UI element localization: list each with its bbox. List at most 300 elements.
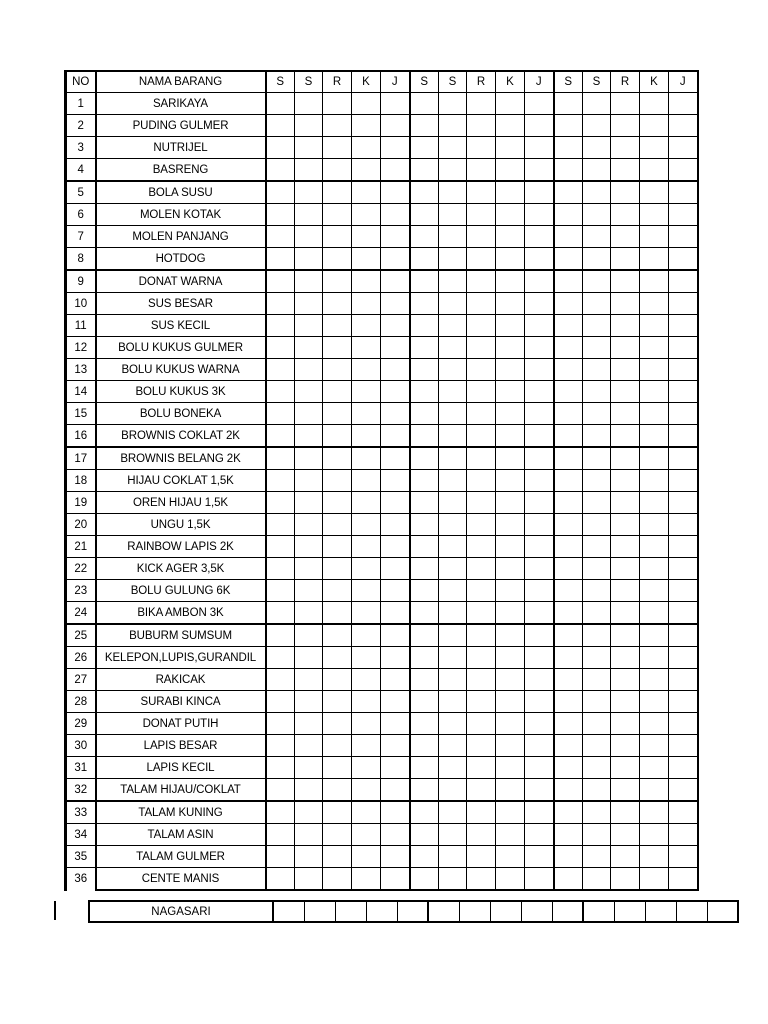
- day-check-cell[interactable]: [323, 137, 352, 159]
- day-check-cell[interactable]: [467, 293, 496, 315]
- day-check-cell[interactable]: [611, 293, 640, 315]
- day-check-cell[interactable]: [669, 315, 698, 337]
- day-check-cell[interactable]: [525, 359, 554, 381]
- day-check-cell[interactable]: [583, 337, 611, 359]
- day-check-cell[interactable]: [352, 801, 381, 824]
- day-check-cell[interactable]: [490, 901, 521, 922]
- day-check-cell[interactable]: [554, 337, 583, 359]
- day-check-cell[interactable]: [611, 691, 640, 713]
- day-check-cell[interactable]: [640, 624, 669, 647]
- day-check-cell[interactable]: [381, 757, 410, 779]
- day-check-cell[interactable]: [640, 735, 669, 757]
- day-check-cell[interactable]: [266, 293, 295, 315]
- day-check-cell[interactable]: [381, 647, 410, 669]
- day-check-cell[interactable]: [295, 159, 323, 182]
- day-check-cell[interactable]: [554, 204, 583, 226]
- day-check-cell[interactable]: [525, 204, 554, 226]
- day-check-cell[interactable]: [669, 713, 698, 735]
- day-check-cell[interactable]: [266, 669, 295, 691]
- day-check-cell[interactable]: [295, 691, 323, 713]
- day-check-cell[interactable]: [295, 470, 323, 492]
- day-check-cell[interactable]: [640, 381, 669, 403]
- day-check-cell[interactable]: [410, 647, 439, 669]
- day-check-cell[interactable]: [352, 337, 381, 359]
- day-check-cell[interactable]: [669, 181, 698, 204]
- day-check-cell[interactable]: [669, 337, 698, 359]
- day-check-cell[interactable]: [266, 846, 295, 868]
- day-check-cell[interactable]: [611, 403, 640, 425]
- day-check-cell[interactable]: [554, 602, 583, 625]
- day-check-cell[interactable]: [640, 824, 669, 846]
- day-check-cell[interactable]: [583, 624, 611, 647]
- day-check-cell[interactable]: [381, 337, 410, 359]
- day-check-cell[interactable]: [611, 137, 640, 159]
- day-check-cell[interactable]: [583, 558, 611, 580]
- day-check-cell[interactable]: [323, 846, 352, 868]
- day-check-cell[interactable]: [525, 425, 554, 448]
- day-check-cell[interactable]: [352, 757, 381, 779]
- day-check-cell[interactable]: [410, 381, 439, 403]
- day-check-cell[interactable]: [410, 359, 439, 381]
- day-check-cell[interactable]: [439, 735, 467, 757]
- day-check-cell[interactable]: [554, 514, 583, 536]
- day-check-cell[interactable]: [295, 403, 323, 425]
- day-check-cell[interactable]: [669, 115, 698, 137]
- day-check-cell[interactable]: [496, 624, 525, 647]
- day-check-cell[interactable]: [467, 691, 496, 713]
- day-check-cell[interactable]: [323, 624, 352, 647]
- day-check-cell[interactable]: [496, 226, 525, 248]
- day-check-cell[interactable]: [323, 270, 352, 293]
- day-check-cell[interactable]: [525, 757, 554, 779]
- day-check-cell[interactable]: [439, 425, 467, 448]
- day-check-cell[interactable]: [669, 470, 698, 492]
- day-check-cell[interactable]: [295, 425, 323, 448]
- day-check-cell[interactable]: [554, 580, 583, 602]
- day-check-cell[interactable]: [410, 115, 439, 137]
- day-check-cell[interactable]: [669, 159, 698, 182]
- day-check-cell[interactable]: [525, 137, 554, 159]
- day-check-cell[interactable]: [583, 779, 611, 802]
- day-check-cell[interactable]: [266, 691, 295, 713]
- day-check-cell[interactable]: [439, 824, 467, 846]
- day-check-cell[interactable]: [611, 779, 640, 802]
- day-check-cell[interactable]: [381, 735, 410, 757]
- day-check-cell[interactable]: [295, 293, 323, 315]
- day-check-cell[interactable]: [640, 757, 669, 779]
- day-check-cell[interactable]: [467, 536, 496, 558]
- day-check-cell[interactable]: [554, 403, 583, 425]
- day-check-cell[interactable]: [410, 226, 439, 248]
- day-check-cell[interactable]: [410, 669, 439, 691]
- day-check-cell[interactable]: [611, 580, 640, 602]
- day-check-cell[interactable]: [583, 137, 611, 159]
- day-check-cell[interactable]: [439, 293, 467, 315]
- day-check-cell[interactable]: [273, 901, 304, 922]
- day-check-cell[interactable]: [323, 824, 352, 846]
- day-check-cell[interactable]: [496, 204, 525, 226]
- day-check-cell[interactable]: [554, 735, 583, 757]
- day-check-cell[interactable]: [266, 801, 295, 824]
- day-check-cell[interactable]: [583, 713, 611, 735]
- day-check-cell[interactable]: [496, 93, 525, 115]
- day-check-cell[interactable]: [669, 381, 698, 403]
- day-check-cell[interactable]: [295, 315, 323, 337]
- day-check-cell[interactable]: [467, 779, 496, 802]
- day-check-cell[interactable]: [611, 337, 640, 359]
- day-check-cell[interactable]: [266, 580, 295, 602]
- day-check-cell[interactable]: [640, 647, 669, 669]
- day-check-cell[interactable]: [467, 868, 496, 891]
- day-check-cell[interactable]: [439, 270, 467, 293]
- day-check-cell[interactable]: [640, 580, 669, 602]
- day-check-cell[interactable]: [640, 337, 669, 359]
- day-check-cell[interactable]: [640, 425, 669, 448]
- day-check-cell[interactable]: [496, 868, 525, 891]
- day-check-cell[interactable]: [496, 425, 525, 448]
- day-check-cell[interactable]: [669, 536, 698, 558]
- day-check-cell[interactable]: [611, 602, 640, 625]
- day-check-cell[interactable]: [439, 359, 467, 381]
- day-check-cell[interactable]: [467, 381, 496, 403]
- day-check-cell[interactable]: [554, 647, 583, 669]
- day-check-cell[interactable]: [410, 801, 439, 824]
- day-check-cell[interactable]: [496, 602, 525, 625]
- day-check-cell[interactable]: [352, 204, 381, 226]
- day-check-cell[interactable]: [554, 691, 583, 713]
- day-check-cell[interactable]: [352, 824, 381, 846]
- day-check-cell[interactable]: [295, 226, 323, 248]
- day-check-cell[interactable]: [352, 293, 381, 315]
- day-check-cell[interactable]: [439, 514, 467, 536]
- day-check-cell[interactable]: [410, 337, 439, 359]
- day-check-cell[interactable]: [352, 425, 381, 448]
- day-check-cell[interactable]: [669, 669, 698, 691]
- day-check-cell[interactable]: [496, 359, 525, 381]
- day-check-cell[interactable]: [467, 624, 496, 647]
- day-check-cell[interactable]: [323, 248, 352, 271]
- day-check-cell[interactable]: [266, 425, 295, 448]
- day-check-cell[interactable]: [381, 580, 410, 602]
- day-check-cell[interactable]: [676, 901, 707, 922]
- day-check-cell[interactable]: [614, 901, 645, 922]
- day-check-cell[interactable]: [352, 624, 381, 647]
- day-check-cell[interactable]: [640, 137, 669, 159]
- day-check-cell[interactable]: [352, 779, 381, 802]
- day-check-cell[interactable]: [554, 425, 583, 448]
- day-check-cell[interactable]: [381, 691, 410, 713]
- day-check-cell[interactable]: [611, 735, 640, 757]
- day-check-cell[interactable]: [323, 381, 352, 403]
- day-check-cell[interactable]: [496, 824, 525, 846]
- day-check-cell[interactable]: [467, 801, 496, 824]
- day-check-cell[interactable]: [323, 93, 352, 115]
- day-check-cell[interactable]: [611, 647, 640, 669]
- day-check-cell[interactable]: [323, 226, 352, 248]
- day-check-cell[interactable]: [583, 846, 611, 868]
- day-check-cell[interactable]: [304, 901, 335, 922]
- day-check-cell[interactable]: [381, 846, 410, 868]
- day-check-cell[interactable]: [496, 691, 525, 713]
- day-check-cell[interactable]: [381, 93, 410, 115]
- day-check-cell[interactable]: [669, 425, 698, 448]
- day-check-cell[interactable]: [381, 536, 410, 558]
- day-check-cell[interactable]: [410, 293, 439, 315]
- day-check-cell[interactable]: [640, 159, 669, 182]
- day-check-cell[interactable]: [583, 735, 611, 757]
- day-check-cell[interactable]: [611, 425, 640, 448]
- day-check-cell[interactable]: [640, 115, 669, 137]
- day-check-cell[interactable]: [381, 447, 410, 470]
- day-check-cell[interactable]: [439, 381, 467, 403]
- day-check-cell[interactable]: [496, 492, 525, 514]
- day-check-cell[interactable]: [554, 492, 583, 514]
- day-check-cell[interactable]: [295, 868, 323, 891]
- day-check-cell[interactable]: [583, 159, 611, 182]
- day-check-cell[interactable]: [467, 470, 496, 492]
- day-check-cell[interactable]: [525, 181, 554, 204]
- day-check-cell[interactable]: [554, 315, 583, 337]
- day-check-cell[interactable]: [439, 779, 467, 802]
- day-check-cell[interactable]: [583, 204, 611, 226]
- day-check-cell[interactable]: [467, 159, 496, 182]
- day-check-cell[interactable]: [554, 757, 583, 779]
- day-check-cell[interactable]: [295, 801, 323, 824]
- day-check-cell[interactable]: [467, 226, 496, 248]
- day-check-cell[interactable]: [410, 248, 439, 271]
- day-check-cell[interactable]: [583, 669, 611, 691]
- day-check-cell[interactable]: [496, 757, 525, 779]
- day-check-cell[interactable]: [669, 137, 698, 159]
- day-check-cell[interactable]: [525, 647, 554, 669]
- day-check-cell[interactable]: [266, 558, 295, 580]
- day-check-cell[interactable]: [467, 315, 496, 337]
- day-check-cell[interactable]: [295, 580, 323, 602]
- day-check-cell[interactable]: [352, 558, 381, 580]
- day-check-cell[interactable]: [295, 713, 323, 735]
- day-check-cell[interactable]: [352, 602, 381, 625]
- day-check-cell[interactable]: [381, 824, 410, 846]
- day-check-cell[interactable]: [552, 901, 583, 922]
- day-check-cell[interactable]: [467, 403, 496, 425]
- day-check-cell[interactable]: [295, 337, 323, 359]
- day-check-cell[interactable]: [352, 713, 381, 735]
- day-check-cell[interactable]: [467, 580, 496, 602]
- day-check-cell[interactable]: [669, 270, 698, 293]
- day-check-cell[interactable]: [525, 492, 554, 514]
- day-check-cell[interactable]: [439, 647, 467, 669]
- day-check-cell[interactable]: [467, 514, 496, 536]
- day-check-cell[interactable]: [381, 470, 410, 492]
- day-check-cell[interactable]: [295, 735, 323, 757]
- day-check-cell[interactable]: [295, 248, 323, 271]
- day-check-cell[interactable]: [381, 315, 410, 337]
- day-check-cell[interactable]: [323, 470, 352, 492]
- day-check-cell[interactable]: [410, 580, 439, 602]
- day-check-cell[interactable]: [439, 846, 467, 868]
- day-check-cell[interactable]: [381, 293, 410, 315]
- day-check-cell[interactable]: [366, 901, 397, 922]
- day-check-cell[interactable]: [381, 359, 410, 381]
- day-check-cell[interactable]: [525, 337, 554, 359]
- day-check-cell[interactable]: [410, 602, 439, 625]
- day-check-cell[interactable]: [583, 691, 611, 713]
- day-check-cell[interactable]: [323, 159, 352, 182]
- day-check-cell[interactable]: [554, 226, 583, 248]
- day-check-cell[interactable]: [266, 315, 295, 337]
- day-check-cell[interactable]: [410, 403, 439, 425]
- day-check-cell[interactable]: [410, 447, 439, 470]
- day-check-cell[interactable]: [554, 536, 583, 558]
- day-check-cell[interactable]: [640, 691, 669, 713]
- day-check-cell[interactable]: [439, 137, 467, 159]
- day-check-cell[interactable]: [410, 713, 439, 735]
- day-check-cell[interactable]: [611, 381, 640, 403]
- day-check-cell[interactable]: [669, 757, 698, 779]
- day-check-cell[interactable]: [467, 602, 496, 625]
- day-check-cell[interactable]: [352, 470, 381, 492]
- day-check-cell[interactable]: [352, 447, 381, 470]
- day-check-cell[interactable]: [525, 315, 554, 337]
- day-check-cell[interactable]: [640, 713, 669, 735]
- day-check-cell[interactable]: [554, 381, 583, 403]
- day-check-cell[interactable]: [496, 115, 525, 137]
- day-check-cell[interactable]: [554, 801, 583, 824]
- day-check-cell[interactable]: [467, 425, 496, 448]
- day-check-cell[interactable]: [640, 226, 669, 248]
- day-check-cell[interactable]: [439, 337, 467, 359]
- day-check-cell[interactable]: [295, 447, 323, 470]
- day-check-cell[interactable]: [295, 779, 323, 802]
- day-check-cell[interactable]: [707, 901, 738, 922]
- day-check-cell[interactable]: [554, 470, 583, 492]
- day-check-cell[interactable]: [640, 315, 669, 337]
- day-check-cell[interactable]: [266, 403, 295, 425]
- day-check-cell[interactable]: [323, 447, 352, 470]
- day-check-cell[interactable]: [381, 492, 410, 514]
- day-check-cell[interactable]: [410, 204, 439, 226]
- day-check-cell[interactable]: [467, 558, 496, 580]
- day-check-cell[interactable]: [583, 181, 611, 204]
- day-check-cell[interactable]: [611, 558, 640, 580]
- day-check-cell[interactable]: [381, 137, 410, 159]
- day-check-cell[interactable]: [381, 159, 410, 182]
- day-check-cell[interactable]: [525, 713, 554, 735]
- day-check-cell[interactable]: [295, 558, 323, 580]
- day-check-cell[interactable]: [439, 669, 467, 691]
- day-check-cell[interactable]: [323, 735, 352, 757]
- day-check-cell[interactable]: [583, 248, 611, 271]
- day-check-cell[interactable]: [381, 270, 410, 293]
- day-check-cell[interactable]: [496, 470, 525, 492]
- day-check-cell[interactable]: [496, 580, 525, 602]
- day-check-cell[interactable]: [410, 159, 439, 182]
- day-check-cell[interactable]: [669, 447, 698, 470]
- day-check-cell[interactable]: [381, 514, 410, 536]
- day-check-cell[interactable]: [381, 602, 410, 625]
- day-check-cell[interactable]: [554, 181, 583, 204]
- day-check-cell[interactable]: [323, 359, 352, 381]
- day-check-cell[interactable]: [669, 846, 698, 868]
- day-check-cell[interactable]: [295, 824, 323, 846]
- day-check-cell[interactable]: [525, 824, 554, 846]
- day-check-cell[interactable]: [640, 492, 669, 514]
- day-check-cell[interactable]: [439, 602, 467, 625]
- day-check-cell[interactable]: [439, 536, 467, 558]
- day-check-cell[interactable]: [323, 779, 352, 802]
- day-check-cell[interactable]: [295, 536, 323, 558]
- day-check-cell[interactable]: [439, 315, 467, 337]
- day-check-cell[interactable]: [583, 381, 611, 403]
- day-check-cell[interactable]: [323, 713, 352, 735]
- day-check-cell[interactable]: [323, 425, 352, 448]
- day-check-cell[interactable]: [266, 115, 295, 137]
- day-check-cell[interactable]: [611, 93, 640, 115]
- day-check-cell[interactable]: [583, 647, 611, 669]
- day-check-cell[interactable]: [525, 735, 554, 757]
- day-check-cell[interactable]: [583, 293, 611, 315]
- day-check-cell[interactable]: [352, 647, 381, 669]
- day-check-cell[interactable]: [583, 226, 611, 248]
- day-check-cell[interactable]: [496, 558, 525, 580]
- day-check-cell[interactable]: [521, 901, 552, 922]
- day-check-cell[interactable]: [323, 492, 352, 514]
- day-check-cell[interactable]: [295, 624, 323, 647]
- day-check-cell[interactable]: [381, 801, 410, 824]
- day-check-cell[interactable]: [583, 536, 611, 558]
- day-check-cell[interactable]: [295, 381, 323, 403]
- day-check-cell[interactable]: [410, 558, 439, 580]
- day-check-cell[interactable]: [352, 403, 381, 425]
- day-check-cell[interactable]: [669, 580, 698, 602]
- day-check-cell[interactable]: [352, 691, 381, 713]
- day-check-cell[interactable]: [439, 248, 467, 271]
- day-check-cell[interactable]: [525, 159, 554, 182]
- day-check-cell[interactable]: [525, 558, 554, 580]
- day-check-cell[interactable]: [583, 315, 611, 337]
- day-check-cell[interactable]: [669, 779, 698, 802]
- day-check-cell[interactable]: [611, 713, 640, 735]
- day-check-cell[interactable]: [583, 359, 611, 381]
- day-check-cell[interactable]: [381, 226, 410, 248]
- day-check-cell[interactable]: [467, 735, 496, 757]
- day-check-cell[interactable]: [640, 669, 669, 691]
- day-check-cell[interactable]: [554, 93, 583, 115]
- day-check-cell[interactable]: [640, 93, 669, 115]
- day-check-cell[interactable]: [323, 293, 352, 315]
- day-check-cell[interactable]: [525, 470, 554, 492]
- day-check-cell[interactable]: [295, 647, 323, 669]
- day-check-cell[interactable]: [352, 159, 381, 182]
- day-check-cell[interactable]: [467, 824, 496, 846]
- day-check-cell[interactable]: [410, 514, 439, 536]
- day-check-cell[interactable]: [381, 248, 410, 271]
- day-check-cell[interactable]: [381, 403, 410, 425]
- day-check-cell[interactable]: [439, 801, 467, 824]
- day-check-cell[interactable]: [410, 536, 439, 558]
- day-check-cell[interactable]: [583, 868, 611, 891]
- day-check-cell[interactable]: [352, 868, 381, 891]
- day-check-cell[interactable]: [583, 93, 611, 115]
- day-check-cell[interactable]: [496, 713, 525, 735]
- day-check-cell[interactable]: [439, 470, 467, 492]
- day-check-cell[interactable]: [467, 647, 496, 669]
- day-check-cell[interactable]: [467, 137, 496, 159]
- day-check-cell[interactable]: [323, 868, 352, 891]
- day-check-cell[interactable]: [554, 846, 583, 868]
- day-check-cell[interactable]: [525, 536, 554, 558]
- day-check-cell[interactable]: [554, 359, 583, 381]
